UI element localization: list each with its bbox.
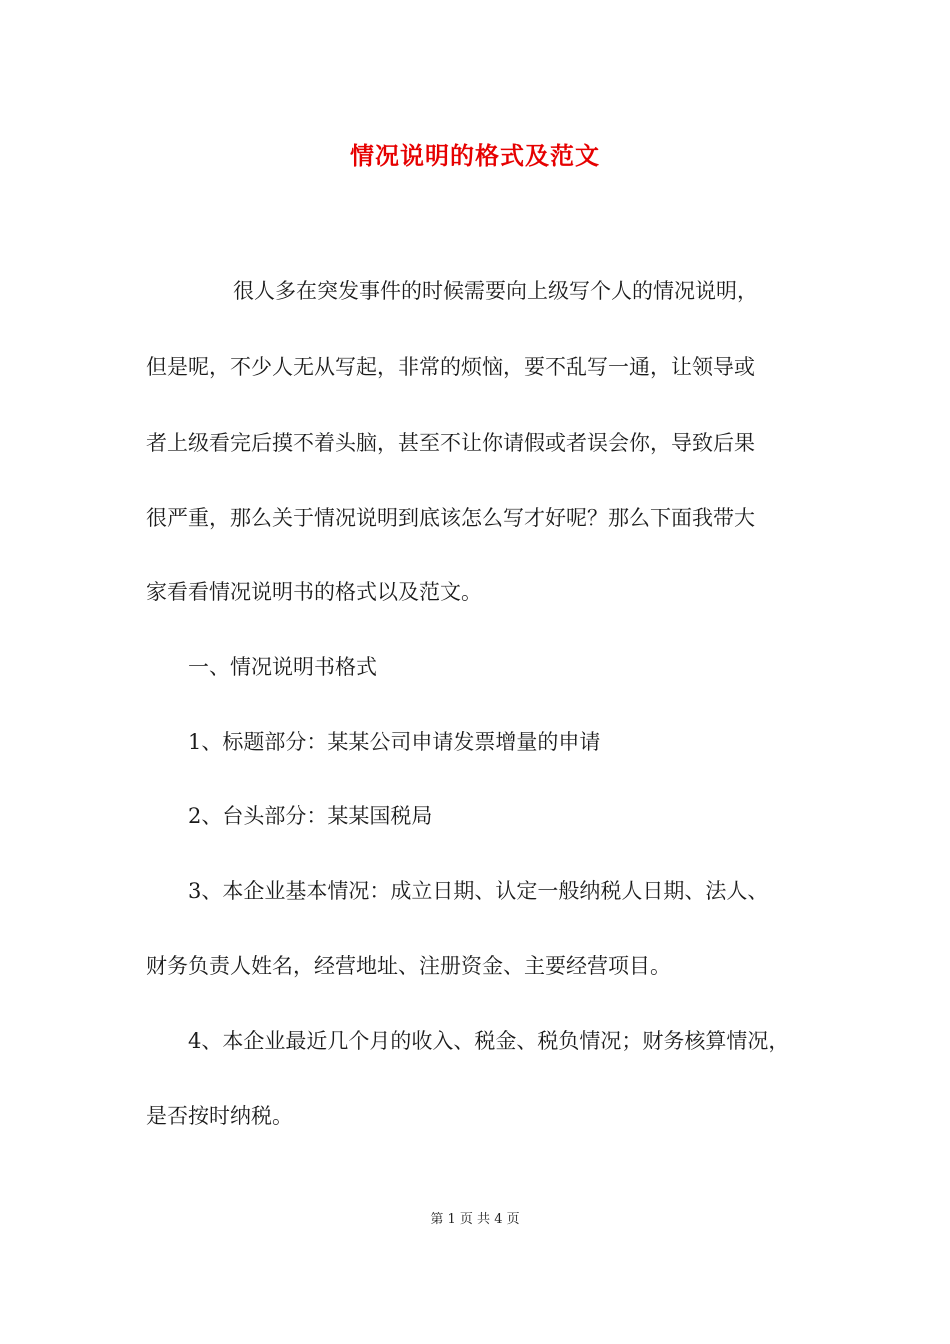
- paragraph-line: 很严重，那么关于情况说明到底该怎么写才好呢？那么下面我带大: [146, 506, 755, 530]
- list-item-continuation: 是否按时纳税。: [146, 1104, 293, 1128]
- list-item: 1、标题部分：某某公司申请发票增量的申请: [188, 730, 601, 754]
- list-item: 2、台头部分：某某国税局: [188, 804, 433, 828]
- document-title: 情况说明的格式及范文: [350, 141, 600, 170]
- paragraph-line: 但是呢，不少人无从写起，非常的烦恼，要不乱写一通，让领导或: [146, 355, 755, 379]
- paragraph-line: 者上级看完后摸不着头脑，甚至不让你请假或者误会你，导致后果: [146, 431, 755, 455]
- paragraph-line: 家看看情况说明书的格式以及范文。: [146, 580, 482, 604]
- list-item-continuation: 财务负责人姓名，经营地址、注册资金、主要经营项目。: [146, 954, 671, 978]
- page-number-footer: 第 1 页 共 4 页: [430, 1212, 520, 1227]
- section-heading: 一、情况说明书格式: [188, 655, 377, 679]
- list-item: 3、本企业基本情况：成立日期、认定一般纳税人日期、法人、: [188, 879, 769, 903]
- paragraph-line: 很人多在突发事件的时候需要向上级写个人的情况说明，: [233, 279, 758, 303]
- list-item: 4、本企业最近几个月的收入、税金、税负情况；财务核算情况，: [188, 1029, 790, 1053]
